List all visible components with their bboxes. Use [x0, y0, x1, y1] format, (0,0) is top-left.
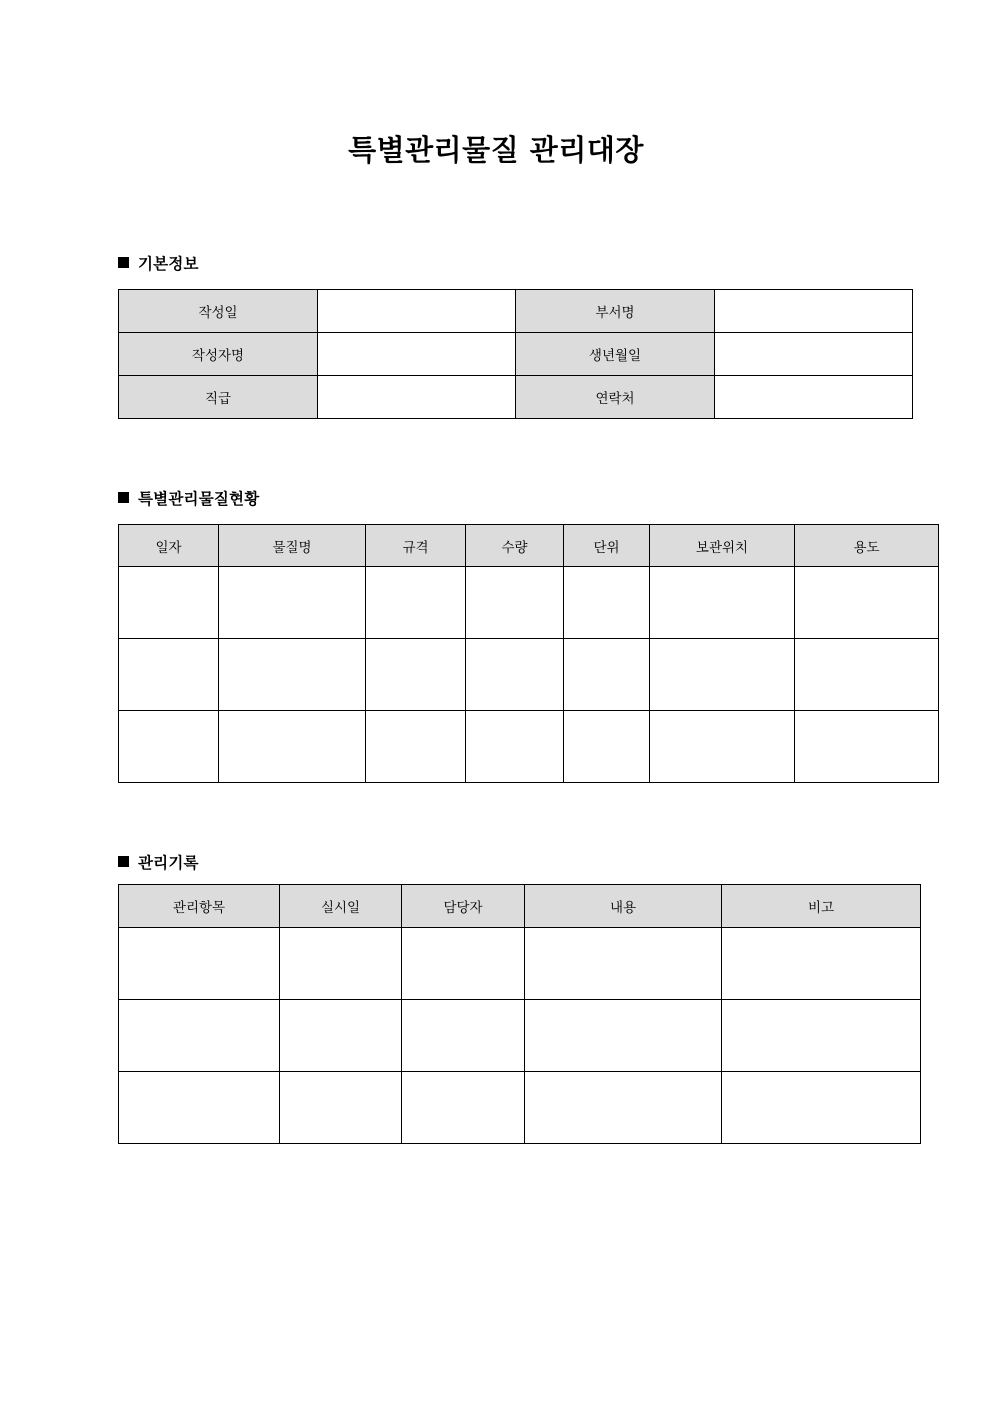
column-header-implementation-date: 실시일 — [280, 885, 402, 928]
basic-info-table — [118, 289, 913, 419]
cell-usage[interactable] — [795, 567, 939, 639]
field-value-written-date[interactable] — [318, 290, 516, 333]
cell-content[interactable] — [525, 1072, 722, 1144]
table-row — [119, 567, 939, 639]
field-value-contact[interactable] — [715, 376, 913, 419]
column-header-usage: 용도 — [795, 525, 939, 567]
cell-remarks[interactable] — [722, 1000, 921, 1072]
table-row — [119, 333, 913, 376]
column-header-storage-location: 보관위치 — [650, 525, 795, 567]
table-row — [119, 639, 939, 711]
cell-management-item[interactable] — [119, 928, 280, 1000]
table-row — [119, 711, 939, 783]
section-heading-management-record-label: 관리기록 — [138, 854, 199, 872]
cell-management-item[interactable] — [119, 1072, 280, 1144]
field-value-position[interactable] — [318, 376, 516, 419]
cell-substance-name[interactable] — [219, 711, 366, 783]
square-bullet-icon — [118, 492, 129, 503]
column-header-date: 일자 — [119, 525, 219, 567]
field-value-birth-date[interactable] — [715, 333, 913, 376]
cell-date[interactable] — [119, 567, 219, 639]
cell-spec[interactable] — [366, 567, 466, 639]
cell-implementation-date[interactable] — [280, 1072, 402, 1144]
column-header-spec: 규격 — [366, 525, 466, 567]
column-header-substance-name: 물질명 — [219, 525, 366, 567]
cell-quantity[interactable] — [466, 711, 564, 783]
table-row — [119, 1072, 921, 1144]
cell-person-in-charge[interactable] — [402, 1072, 525, 1144]
column-header-quantity: 수량 — [466, 525, 564, 567]
section-heading-substance-status-label: 특별관리물질현황 — [138, 490, 260, 508]
column-header-remarks: 비고 — [722, 885, 921, 928]
table-header-row — [119, 525, 939, 567]
cell-person-in-charge[interactable] — [402, 928, 525, 1000]
square-bullet-icon — [118, 257, 129, 268]
cell-remarks[interactable] — [722, 1072, 921, 1144]
field-label-author-name: 작성자명 — [119, 333, 318, 376]
square-bullet-icon — [118, 856, 129, 867]
field-value-author-name[interactable] — [318, 333, 516, 376]
field-label-position: 직급 — [119, 376, 318, 419]
management-record-table — [118, 884, 921, 1144]
cell-storage-location[interactable] — [650, 567, 795, 639]
cell-quantity[interactable] — [466, 567, 564, 639]
cell-implementation-date[interactable] — [280, 928, 402, 1000]
cell-usage[interactable] — [795, 711, 939, 783]
page-title: 특별관리물질 관리대장 — [348, 133, 644, 167]
table-row — [119, 376, 913, 419]
column-header-person-in-charge: 담당자 — [402, 885, 525, 928]
column-header-unit: 단위 — [564, 525, 650, 567]
table-row — [119, 928, 921, 1000]
column-header-management-item: 관리항목 — [119, 885, 280, 928]
cell-implementation-date[interactable] — [280, 1000, 402, 1072]
cell-content[interactable] — [525, 928, 722, 1000]
table-row — [119, 290, 913, 333]
field-label-written-date: 작성일 — [119, 290, 318, 333]
cell-content[interactable] — [525, 1000, 722, 1072]
cell-usage[interactable] — [795, 639, 939, 711]
cell-date[interactable] — [119, 639, 219, 711]
cell-person-in-charge[interactable] — [402, 1000, 525, 1072]
field-value-department[interactable] — [715, 290, 913, 333]
cell-substance-name[interactable] — [219, 639, 366, 711]
field-label-department: 부서명 — [516, 290, 715, 333]
cell-storage-location[interactable] — [650, 639, 795, 711]
cell-spec[interactable] — [366, 711, 466, 783]
column-header-content: 내용 — [525, 885, 722, 928]
cell-quantity[interactable] — [466, 639, 564, 711]
cell-substance-name[interactable] — [219, 567, 366, 639]
cell-management-item[interactable] — [119, 1000, 280, 1072]
cell-date[interactable] — [119, 711, 219, 783]
cell-spec[interactable] — [366, 639, 466, 711]
section-heading-basic-info — [118, 252, 199, 274]
field-label-birth-date: 생년월일 — [516, 333, 715, 376]
table-row — [119, 1000, 921, 1072]
section-heading-substance-status — [118, 487, 259, 509]
cell-unit[interactable] — [564, 639, 650, 711]
cell-storage-location[interactable] — [650, 711, 795, 783]
cell-unit[interactable] — [564, 711, 650, 783]
table-header-row — [119, 885, 921, 928]
cell-remarks[interactable] — [722, 928, 921, 1000]
field-label-contact: 연락처 — [516, 376, 715, 419]
cell-unit[interactable] — [564, 567, 650, 639]
substance-status-table — [118, 524, 939, 783]
section-heading-basic-info-label: 기본정보 — [138, 255, 199, 273]
section-heading-management-record — [118, 851, 199, 873]
